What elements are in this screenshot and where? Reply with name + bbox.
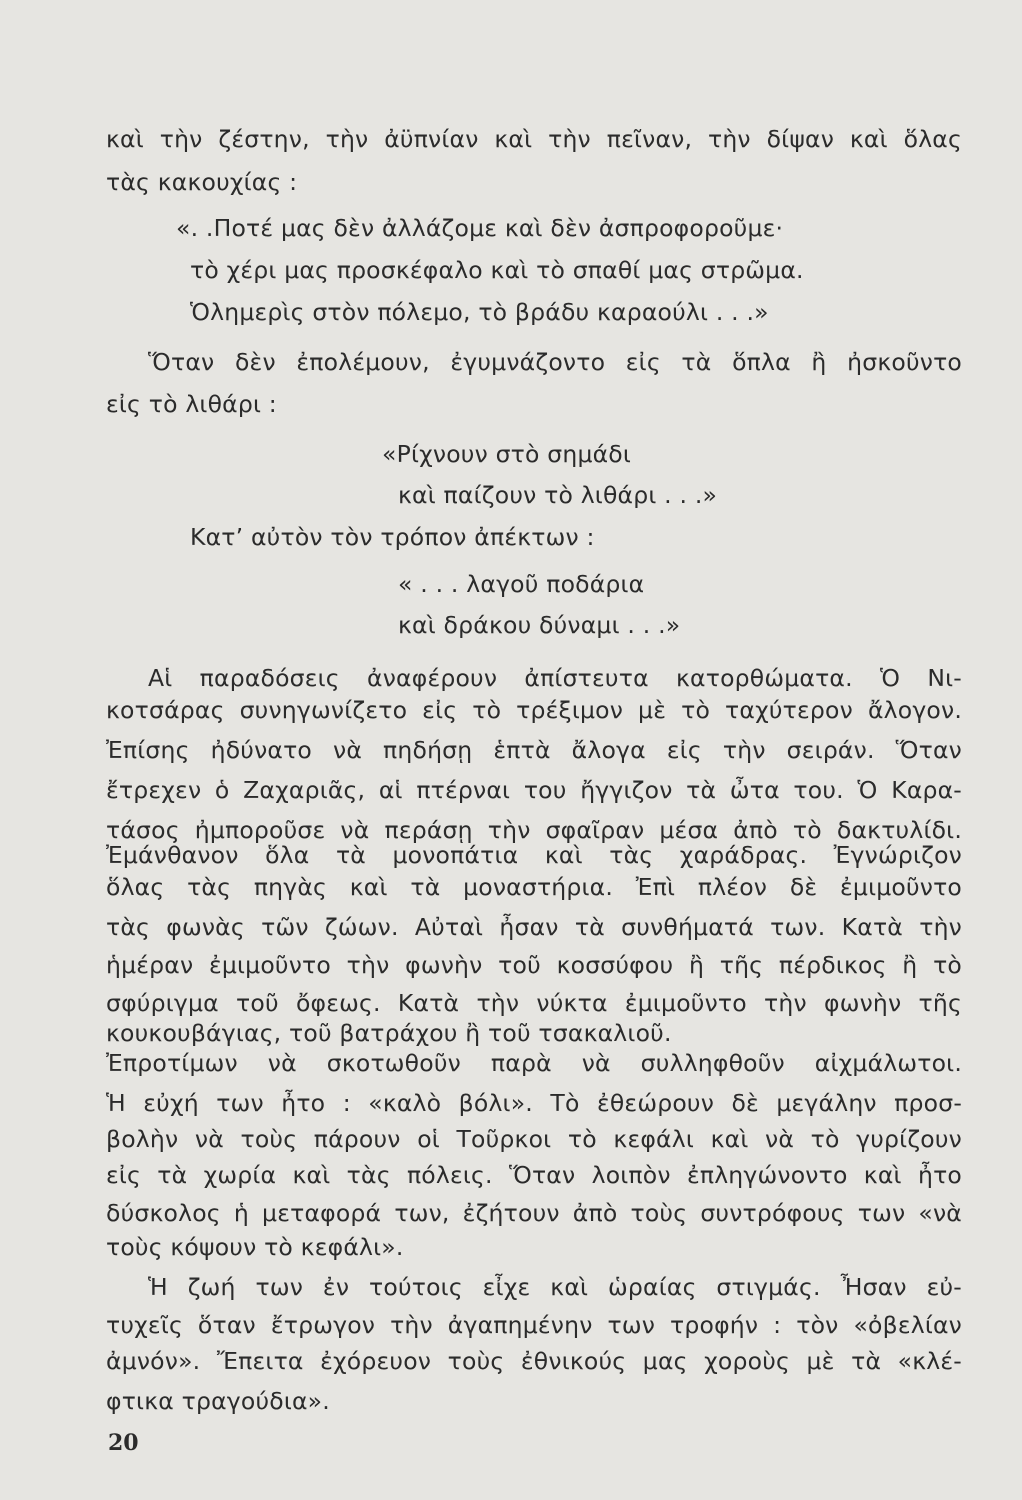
text-line: κοτσάρας συνηγωνίζετο εἰς τὸ τρέξιμον μὲ τὸ ταχύτερον ἄλογον. [106, 696, 962, 724]
verse-line: καὶ δράκου δύναμι . . .» [398, 611, 681, 639]
text-line: ἡμέραν ἐμιμοῦντο τὴν φωνὴν τοῦ κοσσύφου ἢ τῆς πέρδικος ἢ τὸ [106, 951, 962, 979]
text-line: τάσος ἠμποροῦσε νὰ περάσῃ τὴν σφαῖραν μέσα ἀπὸ τὸ δακτυλίδι. [106, 816, 962, 844]
verse-line: « . . . λαγοῦ ποδάρια [398, 570, 645, 598]
text-line: ὅλας τὰς πηγὰς καὶ τὰ μοναστήρια. Ἐπὶ πλέον δὲ ἐμιμοῦντο [106, 873, 962, 901]
verse-line: «. .Ποτέ μας δὲν ἀλλάζομε καὶ δὲν ἀσπροφοροῦμε· [176, 214, 784, 242]
text-line: ἀμνόν». Ἔπειτα ἐχόρευον τοὺς ἐθνικούς μας χοροὺς μὲ τὰ «κλέ- [106, 1347, 962, 1375]
text-line: τυχεῖς ὅταν ἔτρωγον τὴν ἀγαπημένην των τροφήν : τὸν «ὀβελίαν [106, 1311, 962, 1339]
text-line: σφύριγμα τοῦ ὄφεως. Κατὰ τὴν νύκτα ἐμιμοῦντο τὴν φωνὴν τῆς [106, 989, 962, 1017]
text-line: Αἱ παραδόσεις ἀναφέρουν ἀπίστευτα κατορθώματα. Ὁ Νι- [148, 664, 962, 692]
text-line: Ἐμάνθανον ὅλα τὰ μονοπάτια καὶ τὰς χαράδρας. Ἐγνώριζον [106, 841, 962, 869]
text-line: τὰς κακουχίας : [106, 168, 298, 196]
text-line: Ὅταν δὲν ἐπολέμουν, ἐγυμνάζοντο εἰς τὰ ὅπλα ἢ ἠσκοῦντο [148, 348, 962, 376]
text-line: ἔτρεχεν ὁ Ζαχαριᾶς, αἱ πτέρναι του ἤγγιζον τὰ ὦτα του. Ὁ Καρα- [106, 776, 962, 804]
text-line: φτικα τραγούδια». [106, 1387, 330, 1415]
page-number: 20 [108, 1430, 139, 1456]
verse-line: «Ρίχνουν στὸ σημάδι [382, 440, 632, 468]
verse-line: τὸ χέρι μας προσκέφαλο καὶ τὸ σπαθί μας στρῶμα. [190, 256, 804, 284]
text-line: εἰς τὰ χωρία καὶ τὰς πόλεις. Ὅταν λοιπὸν ἐπληγώνοντο καὶ ἦτο [106, 1161, 962, 1189]
text-line: εἰς τὸ λιθάρι : [106, 390, 277, 418]
verse-line: καὶ παίζουν τὸ λιθάρι . . .» [398, 481, 718, 509]
text-line: Ἡ εὐχή των ἦτο : «καλὸ βόλι». Τὸ ἐθεώρουν δὲ μεγάλην προσ- [106, 1089, 962, 1117]
text-line: Ἐπίσης ἠδύνατο νὰ πηδήσῃ ἑπτὰ ἄλογα εἰς τὴν σειράν. Ὅταν [106, 736, 962, 764]
text-line: καὶ τὴν ζέστην, τὴν ἀϋπνίαν καὶ τὴν πεῖναν, τὴν δίψαν καὶ ὅλας [106, 125, 962, 153]
text-line: Κατ’ αὐτὸν τὸν τρόπον ἀπέκτων : [190, 523, 595, 551]
text-line: βολὴν νὰ τοὺς πάρουν οἱ Τοῦρκοι τὸ κεφάλι καὶ νὰ τὸ γυρίζουν [106, 1125, 962, 1153]
verse-line: Ὁλημερὶς στὸν πόλεμο, τὸ βράδυ καραούλι . . .» [190, 298, 769, 326]
text-line: τὰς φωνὰς τῶν ζώων. Αὐταὶ ἦσαν τὰ συνθήματά των. Κατὰ τὴν [106, 913, 962, 941]
text-line: τοὺς κόψουν τὸ κεφάλι». [106, 1233, 404, 1261]
text-line: Ἐπροτίμων νὰ σκοτωθοῦν παρὰ νὰ συλληφθοῦν αἰχμάλωτοι. [106, 1049, 962, 1077]
text-line: κουκουβάγιας, τοῦ βατράχου ἢ τοῦ τσακαλιοῦ. [106, 1019, 672, 1047]
text-line: δύσκολος ἡ μεταφορά των, ἐζήτουν ἀπὸ τοὺς συντρόφους των «νὰ [106, 1199, 962, 1227]
text-line: Ἡ ζωή των ἐν τούτοις εἶχε καὶ ὡραίας στιγμάς. Ἦσαν εὐ- [148, 1273, 962, 1301]
